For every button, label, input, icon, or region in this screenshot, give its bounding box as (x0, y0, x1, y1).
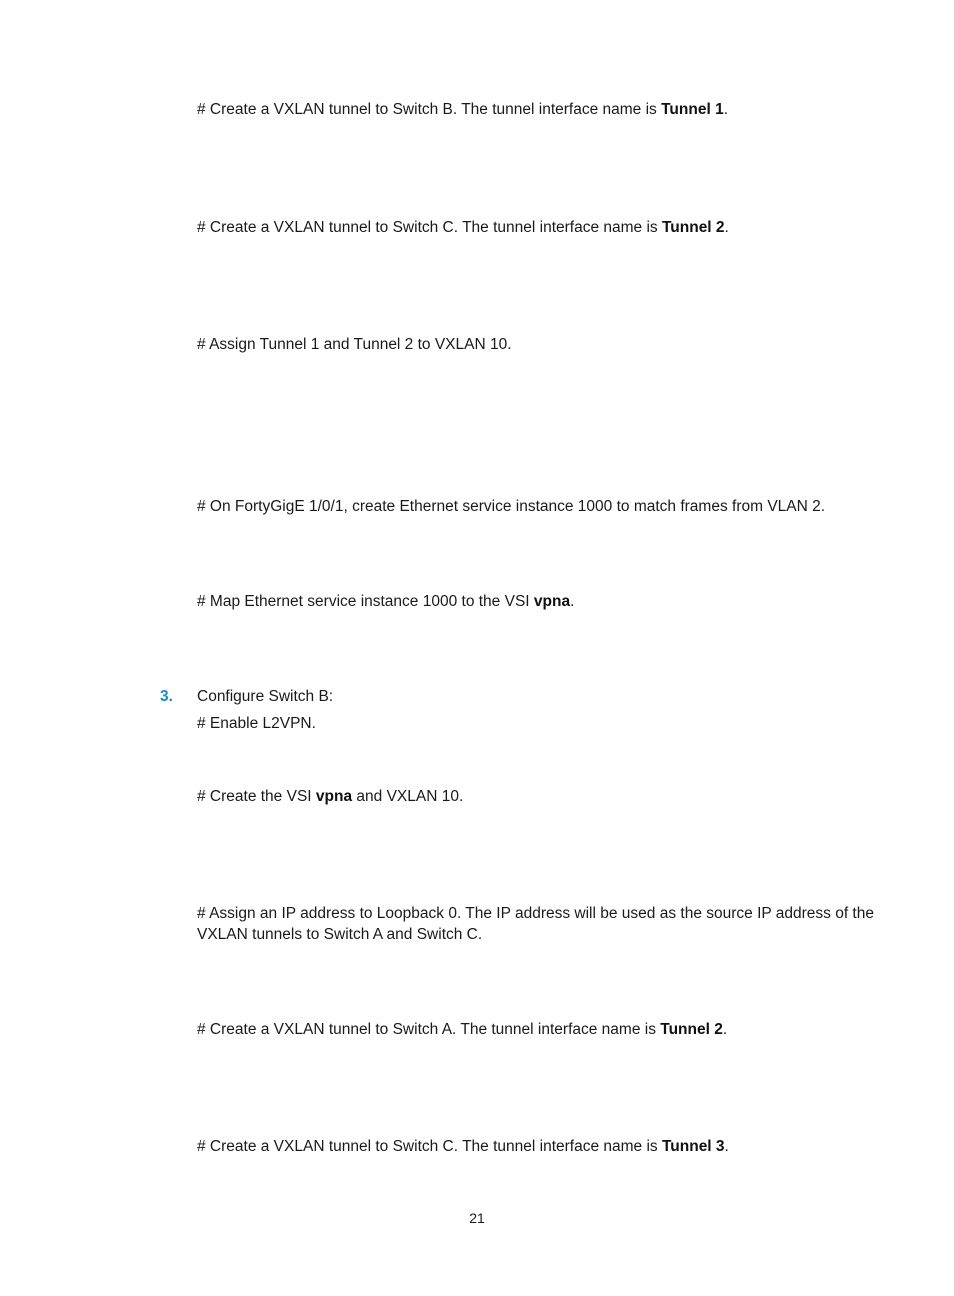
comment-line-tunnel2: # Create a VXLAN tunnel to Switch C. The tunnel interface name is Tunnel 2. (197, 219, 729, 236)
comment-line-map-vsi: # Map Ethernet service instance 1000 to the VSI vpna. (197, 593, 575, 610)
page-number: 21 (469, 1210, 485, 1226)
comment-line-create-vsi: # Create the VSI vpna and VXLAN 10. (197, 788, 464, 805)
step-number: 3. (160, 688, 173, 705)
comment-line-tunnel-switch-a: # Create a VXLAN tunnel to Switch A. The tunnel interface name is Tunnel 2. (197, 1021, 728, 1038)
comment-line-loopback-ip-cont: VXLAN tunnels to Switch A and Switch C. (197, 926, 483, 943)
step-heading: Configure Switch B: (197, 688, 334, 705)
comment-line-service-instance: # On FortyGigE 1/0/1, create Ethernet service instance 1000 to match frames from VLAN 2. (197, 498, 826, 515)
comment-line-enable-l2vpn: # Enable L2VPN. (197, 715, 316, 732)
comment-line-assign-tunnels: # Assign Tunnel 1 and Tunnel 2 to VXLAN 10. (197, 336, 512, 353)
comment-line-tunnel1: # Create a VXLAN tunnel to Switch B. The tunnel interface name is Tunnel 1. (197, 101, 728, 118)
comment-line-loopback-ip: # Assign an IP address to Loopback 0. The IP address will be used as the source IP address of the (197, 905, 874, 922)
comment-line-tunnel-switch-c: # Create a VXLAN tunnel to Switch C. The tunnel interface name is Tunnel 3. (197, 1138, 729, 1155)
